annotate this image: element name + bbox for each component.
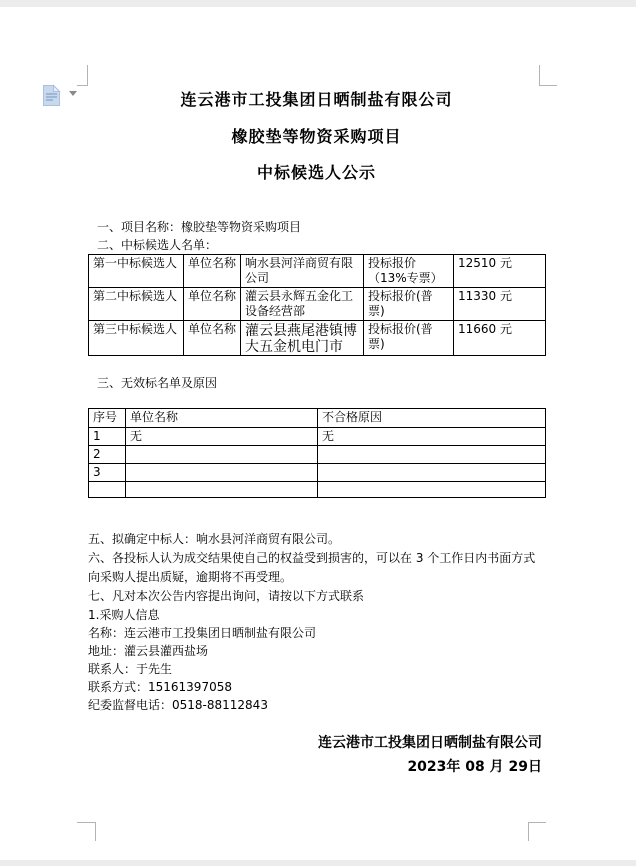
col-header-reason: 不合格原因 (318, 409, 546, 428)
signature-company: 连云港市工投集团日晒制盐有限公司 (318, 735, 542, 751)
candidates-heading-line: 二、中标候选人名单： (97, 238, 218, 252)
winner-rank-cell: 第三中标候选人 (89, 321, 184, 356)
chevron-down-icon[interactable] (69, 91, 77, 96)
supervision-phone-line: 纪委监督电话：0518-88112843 (88, 698, 268, 712)
index-cell (89, 482, 126, 498)
paste-options-button[interactable] (40, 82, 82, 108)
invalid-bids-table (88, 408, 546, 498)
document-title-announcement: 中标候选人公示 (256, 163, 376, 182)
reason-cell (318, 446, 546, 464)
purchaser-address-line: 地址：灌云县灌西盐场 (88, 644, 209, 658)
purchaser-name-line: 名称：连云港市工投集团日晒制盐有限公司 (88, 626, 317, 640)
table-row (89, 321, 546, 356)
intro-section (88, 218, 545, 254)
index-cell: 3 (89, 464, 126, 482)
unit-cell (126, 482, 318, 498)
signature-date: 2023年 08 月 29日 (407, 759, 542, 775)
paste-document-icon (42, 84, 62, 107)
document-title-project: 橡胶垫等物资采购项目 (231, 127, 402, 146)
index-cell: 2 (89, 446, 126, 464)
table-row (89, 464, 546, 482)
bid-amount-cell: 11330 元 (454, 288, 546, 321)
table-row (89, 446, 546, 464)
winner-rank-cell: 第一中标候选人 (89, 255, 184, 288)
clauses-section (88, 530, 545, 606)
bid-label-cell: 投标报价(普票) (364, 288, 454, 321)
unit-cell (126, 446, 318, 464)
table-row (89, 288, 546, 321)
reason-cell (318, 464, 546, 482)
document-content (88, 87, 545, 779)
table-row (89, 482, 546, 498)
col-header-index: 序号 (89, 409, 126, 428)
signature-block (88, 731, 545, 779)
purchaser-info-section (88, 606, 545, 714)
document-title-company: 连云港市工投集团日晒制盐有限公司 (180, 90, 453, 109)
clause-contact-intro: 七、凡对本次公告内容提出询问，请按以下方式联系 (88, 589, 365, 603)
bid-label-cell: 投标报价（13%专票） (364, 255, 454, 288)
reason-cell: 无 (318, 428, 546, 446)
bid-label-cell: 投标报价(普票) (364, 321, 454, 356)
company-name-cell: 灌云县永辉五金化工设备经营部 (241, 288, 364, 321)
index-cell: 1 (89, 428, 126, 446)
company-name-cell: 灌云县燕尾港镇博大五金机电门市 (241, 321, 364, 356)
winners-table (88, 254, 546, 356)
purchaser-info-heading: 1.采购人信息 (88, 608, 160, 622)
reason-cell (318, 482, 546, 498)
invalid-bids-heading: 三、无效标名单及原因 (97, 376, 218, 390)
purchaser-contact-person-line: 联系人：于先生 (88, 662, 173, 676)
margin-crop-mark-bottom-right (528, 822, 546, 841)
winner-rank-cell: 第二中标候选人 (89, 288, 184, 321)
clause-confirmed-winner: 五、拟确定中标人：响水县河洋商贸有限公司。 (88, 532, 341, 546)
margin-crop-mark-top-right (539, 65, 557, 86)
bid-amount-cell: 11660 元 (454, 321, 546, 356)
unit-label-cell: 单位名称 (184, 288, 241, 321)
unit-label-cell: 单位名称 (184, 255, 241, 288)
document-page (0, 7, 636, 860)
unit-label-cell: 单位名称 (184, 321, 241, 356)
company-name-cell: 响水县河洋商贸有限公司 (241, 255, 364, 288)
col-header-unit: 单位名称 (126, 409, 318, 428)
bid-amount-cell: 12510 元 (454, 255, 546, 288)
clause-objection-period: 六、各投标人认为成交结果使自己的权益受到损害的，可以在 3 个工作日内书面方式向采购人提出质疑，逾期将不再受理。 (88, 551, 536, 584)
unit-cell (126, 464, 318, 482)
unit-cell: 无 (126, 428, 318, 446)
table-row (89, 428, 546, 446)
margin-crop-mark-bottom-left (77, 822, 96, 841)
project-name-line: 一、项目名称：橡胶垫等物资采购项目 (97, 220, 302, 234)
table-row (89, 255, 546, 288)
purchaser-phone-line: 联系方式：15161397058 (88, 680, 232, 694)
table-header-row (89, 409, 546, 428)
